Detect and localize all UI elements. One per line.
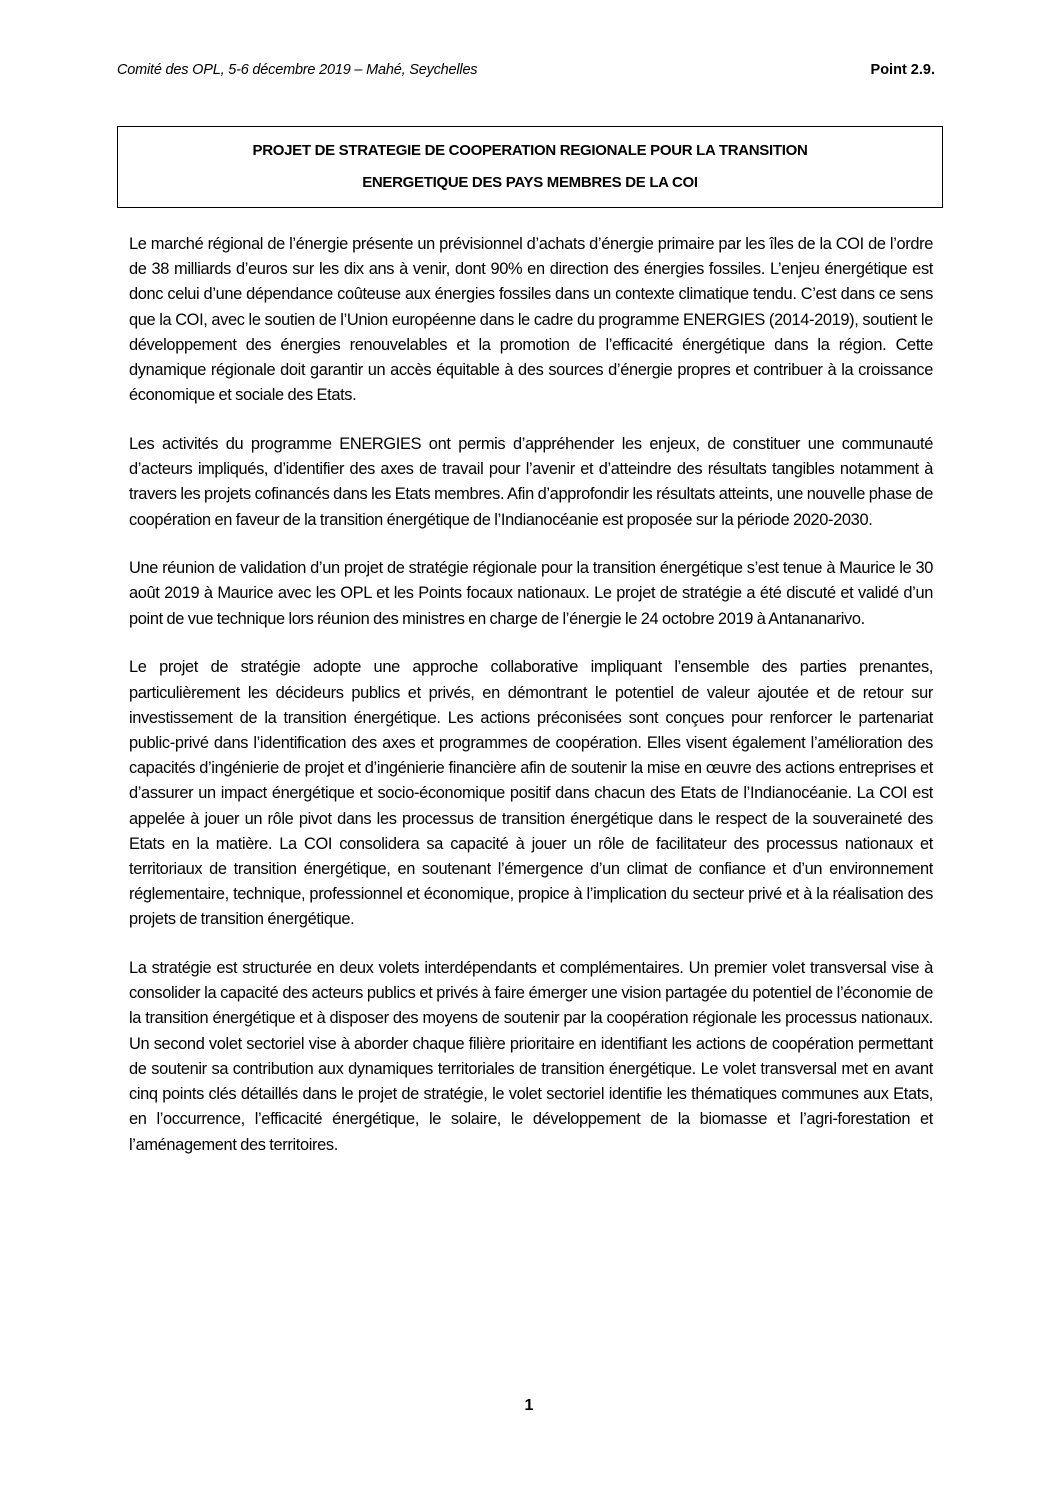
title-line-2: ENERGETIQUE DES PAYS MEMBRES DE LA COI bbox=[362, 174, 698, 191]
meeting-info: Comité des OPL, 5-6 décembre 2019 – Mahé, Seychelles bbox=[117, 62, 478, 78]
paragraph: Le marché régional de l’énergie présente un prévisionnel d’achats d’énergie primaire par les îles de la COI de l’ordre de 38 milliards d’euros sur les dix ans à venir, dont 90% en direction des énergies fossiles. L’enjeu énergétique est donc celui d’une dépendance coûteuse aux énergies fossiles dans un contexte climatique tendu. C’est dans ce sens que la COI, avec le soutien de l’Union européenne dans le cadre du programme ENERGIES (2014-2019), soutient le développement des énergies renouvelables et la promotion de l’efficacité énergétique dans la région. Cette dynamique régionale doit garantir un accès équitable à des sources d’énergie propres et contribuer à la croissance économique et sociale des Etats. bbox=[129, 235, 933, 405]
title-line-1: PROJET DE STRATEGIE DE COOPERATION REGIONALE POUR LA TRANSITION bbox=[252, 142, 808, 159]
paragraph: La stratégie est structurée en deux volets interdépendants et complémentaires. Un premier volet transversal vise à consolider la capacité des acteurs publics et privés à faire émerger une vision partagée du potentiel de l’économie de la transition énergétique et à disposer des moyens de soutenir par la coopération régionale les processus nationaux. Un second volet sectoriel vise à aborder chaque filière prioritaire en identifiant les actions de coopération permettant de soutenir sa contribution aux dynamiques territoriales de transition énergétique. Le volet transversal met en avant cinq points clés détaillés dans le projet de stratégie, le volet sectoriel identifie les thématiques communes aux Etats, en l’occurrence, l’efficacité énergétique, le solaire, le développement de la biomasse et l’agri-forestation et l’aménagement des territoires. bbox=[129, 959, 933, 1154]
document-title-box bbox=[117, 126, 943, 208]
paragraph: Une réunion de validation d’un projet de stratégie régionale pour la transition énergétique s’est tenue à Maurice le 30 août 2019 à Maurice avec les OPL et les Points focaux nationaux. Le projet de stratégie a été discuté et validé d’un point de vue technique lors réunion des ministres en charge de l’énergie le 24 octobre 2019 à Antananarivo. bbox=[129, 559, 933, 628]
document-body bbox=[129, 232, 933, 1181]
agenda-point: Point 2.9. bbox=[870, 62, 935, 78]
page-number: 1 bbox=[524, 1397, 534, 1414]
paragraph: Les activités du programme ENERGIES ont permis d’appréhender les enjeux, de constituer une communauté d’acteurs impliqués, d’identifier des axes de travail pour l’avenir et d’atteindre des résultats tangibles notamment à travers les projets cofinancés dans les Etats membres. Afin d’approfondir les résultats atteints, une nouvelle phase de coopération en faveur de la transition énergétique de l’Indianocéanie est proposée sur la période 2020-2030. bbox=[129, 434, 933, 529]
paragraph: Le projet de stratégie adopte une approche collaborative impliquant l’ensemble des parties prenantes, particulièrement les décideurs publics et privés, en démontrant le potentiel de valeur ajoutée et de retour sur investissement de la transition énergétique. Les actions préconisées sont conçues pour renforcer le partenariat public-privé dans l’identification des axes et programmes de coopération. Elles visent également l’amélioration des capacités d’ingénierie de projet et d’ingénierie financière afin de soutenir la mise en œuvre des actions entreprises et d’assurer un impact énergétique et socio-économique positif dans chacun des Etats de l’Indianocéanie. La COI est appelée à jouer un rôle pivot dans les processus de transition énergétique dans le respect de la souveraineté des Etats en la matière. La COI consolidera sa capacité à jouer un rôle de facilitateur des processus nationaux et territoriaux de transition énergétique, en soutenant l’émergence d’un climat de confiance et d’un environnement réglementaire, technique, professionnel et économique, propice à l’implication du secteur privé et à la réalisation des projets de transition énergétique. bbox=[129, 658, 933, 929]
page-header bbox=[117, 62, 935, 78]
